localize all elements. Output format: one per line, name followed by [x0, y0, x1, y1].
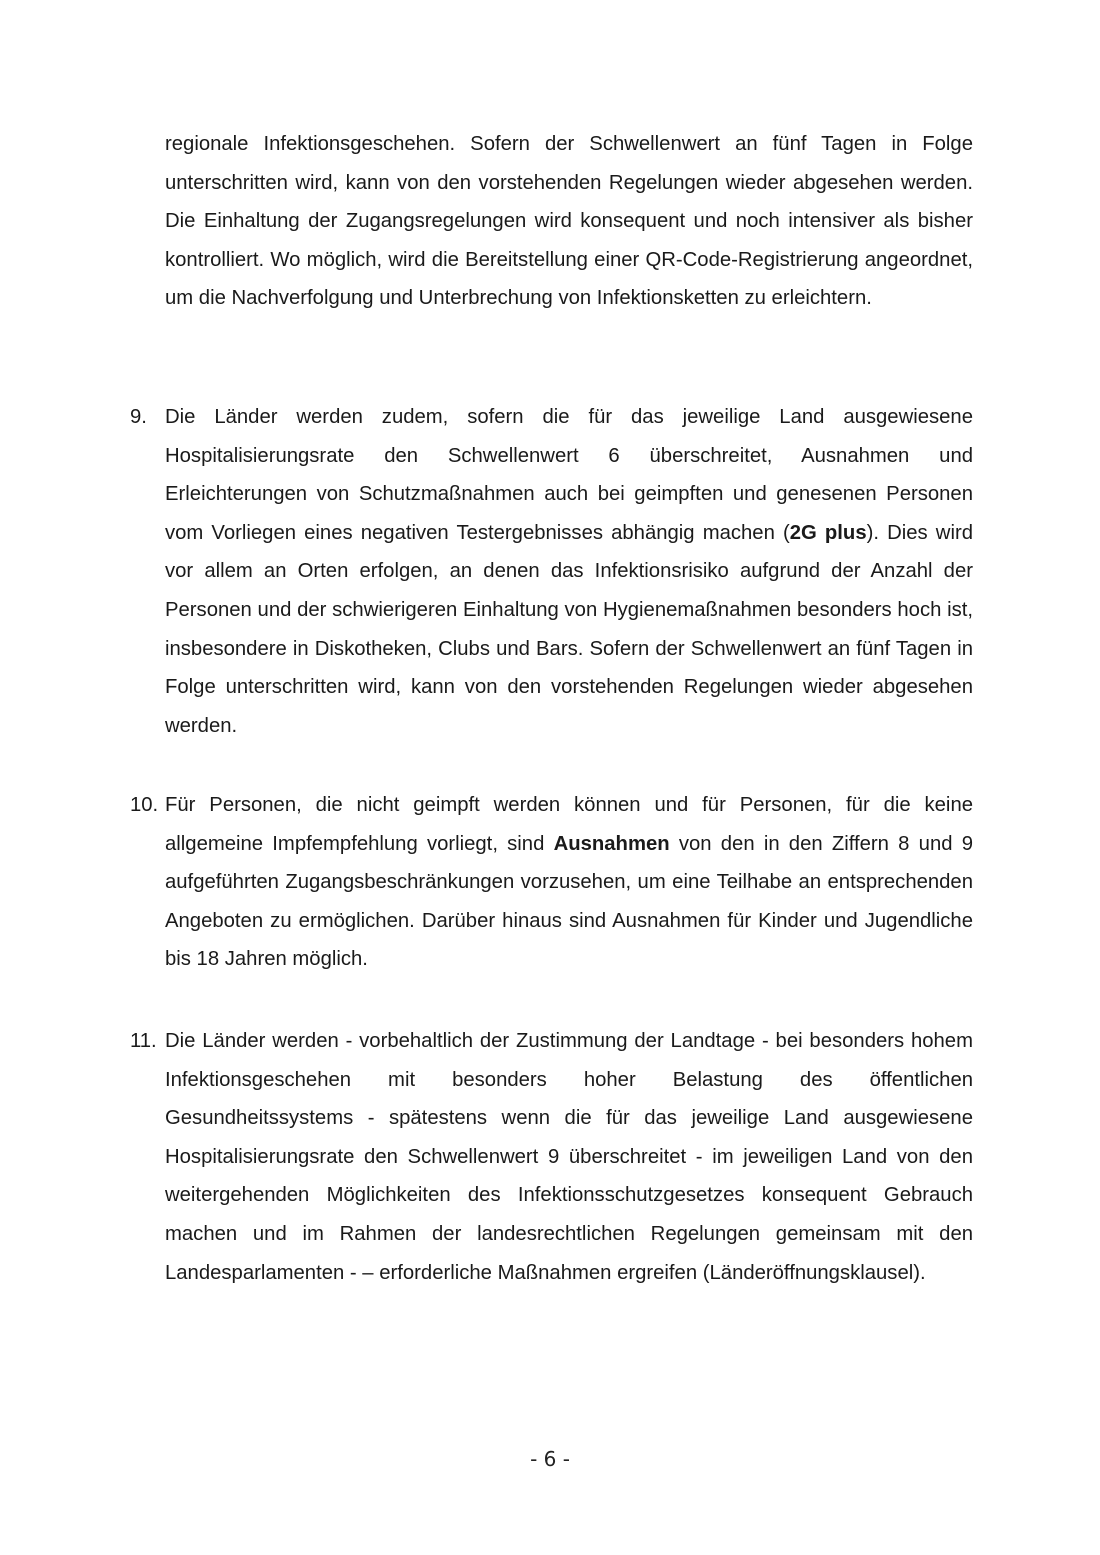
item-text: Für Personen, die nicht geimpft werden können und für Personen, für die keine allgemeine Impfempfehlung vorliegt, sind: [165, 794, 973, 855]
list-item-9: [130, 398, 973, 745]
item-number: 9.: [130, 406, 147, 428]
item-text: ). Dies wird vor allem an Orten erfolgen, an denen das Infektionsrisiko aufgrund der Anzahl der Personen und der schwierigeren Einhaltung von Hygienemaßnahmen besonders hoch ist, insbesondere in Diskotheken, Clubs und Bars. Sofern der Schwellenwert an fünf Tagen in Folge unterschritten wird, kann von den vorstehenden Regelungen wieder abgesehen werden.: [165, 521, 973, 737]
item-number: 10.: [130, 794, 159, 816]
item-bold-text: Ausnahmen: [553, 832, 670, 855]
item-text: von den in den Ziffern 8 und 9 aufgeführten Zugangsbeschränkungen vorzusehen, um eine Teilhabe an entsprechenden Angeboten zu ermöglichen. Darüber hinaus sind Ausnahmen für Kinder und Jugendliche bis 18 Jahren möglich.: [165, 832, 973, 971]
item-text: Die Länder werden - vorbehaltlich der Zustimmung der Landtage - bei besonders hohem Infektionsgeschehen mit besonders hoher Belastung des öffentlichen Gesundheitssystems - spätestens wenn die für das jeweilige Land ausgewiesene Hospitalisierungsrate den Schwellenwert 9 überschreitet - im jeweiligen Land von den weitergehenden Möglichkeiten des Infektionsschutzgesetzes konsequent Gebrauch machen und im Rahmen der landesrechtlichen Regelungen gemeinsam mit den Landesparlamenten - – erforderliche Maßnahmen ergreifen (Länderöffnungsklausel).: [165, 1030, 973, 1284]
item-text: Die Länder werden zudem, sofern die für das jeweilige Land ausgewiesene Hospitalisierungsrate den Schwellenwert 6 überschreitet, Ausnahmen und Erleichterungen von Schutzmaßnahmen auch bei geimpften und genesenen Personen vom Vorliegen eines negativen Testergebnisses abhängig machen (: [165, 406, 973, 544]
list-item-10: [130, 786, 973, 979]
item-body: [165, 398, 973, 745]
item-bold-text: 2G plus: [789, 521, 867, 544]
continuation-paragraph: regionale Infektionsgeschehen. Sofern der Schwellenwert an fünf Tagen in Folge unterschritten wird, kann von den vorstehenden Regelungen wieder abgesehen werden. Die Einhaltung der Zugangsregelungen wird konsequent und noch intensiver als bisher kontrolliert. Wo möglich, wird die Bereitstellung einer QR-Code-Registrierung angeordnet, um die Nachverfolgung und Unterbrechung von Infektionsketten zu erleichtern.: [165, 133, 973, 310]
page-number: - 6 -: [530, 1447, 570, 1471]
item-body: [165, 786, 973, 979]
item-number: 11.: [130, 1030, 157, 1052]
list-item-11: [130, 1022, 973, 1292]
item-body: [165, 1022, 973, 1292]
